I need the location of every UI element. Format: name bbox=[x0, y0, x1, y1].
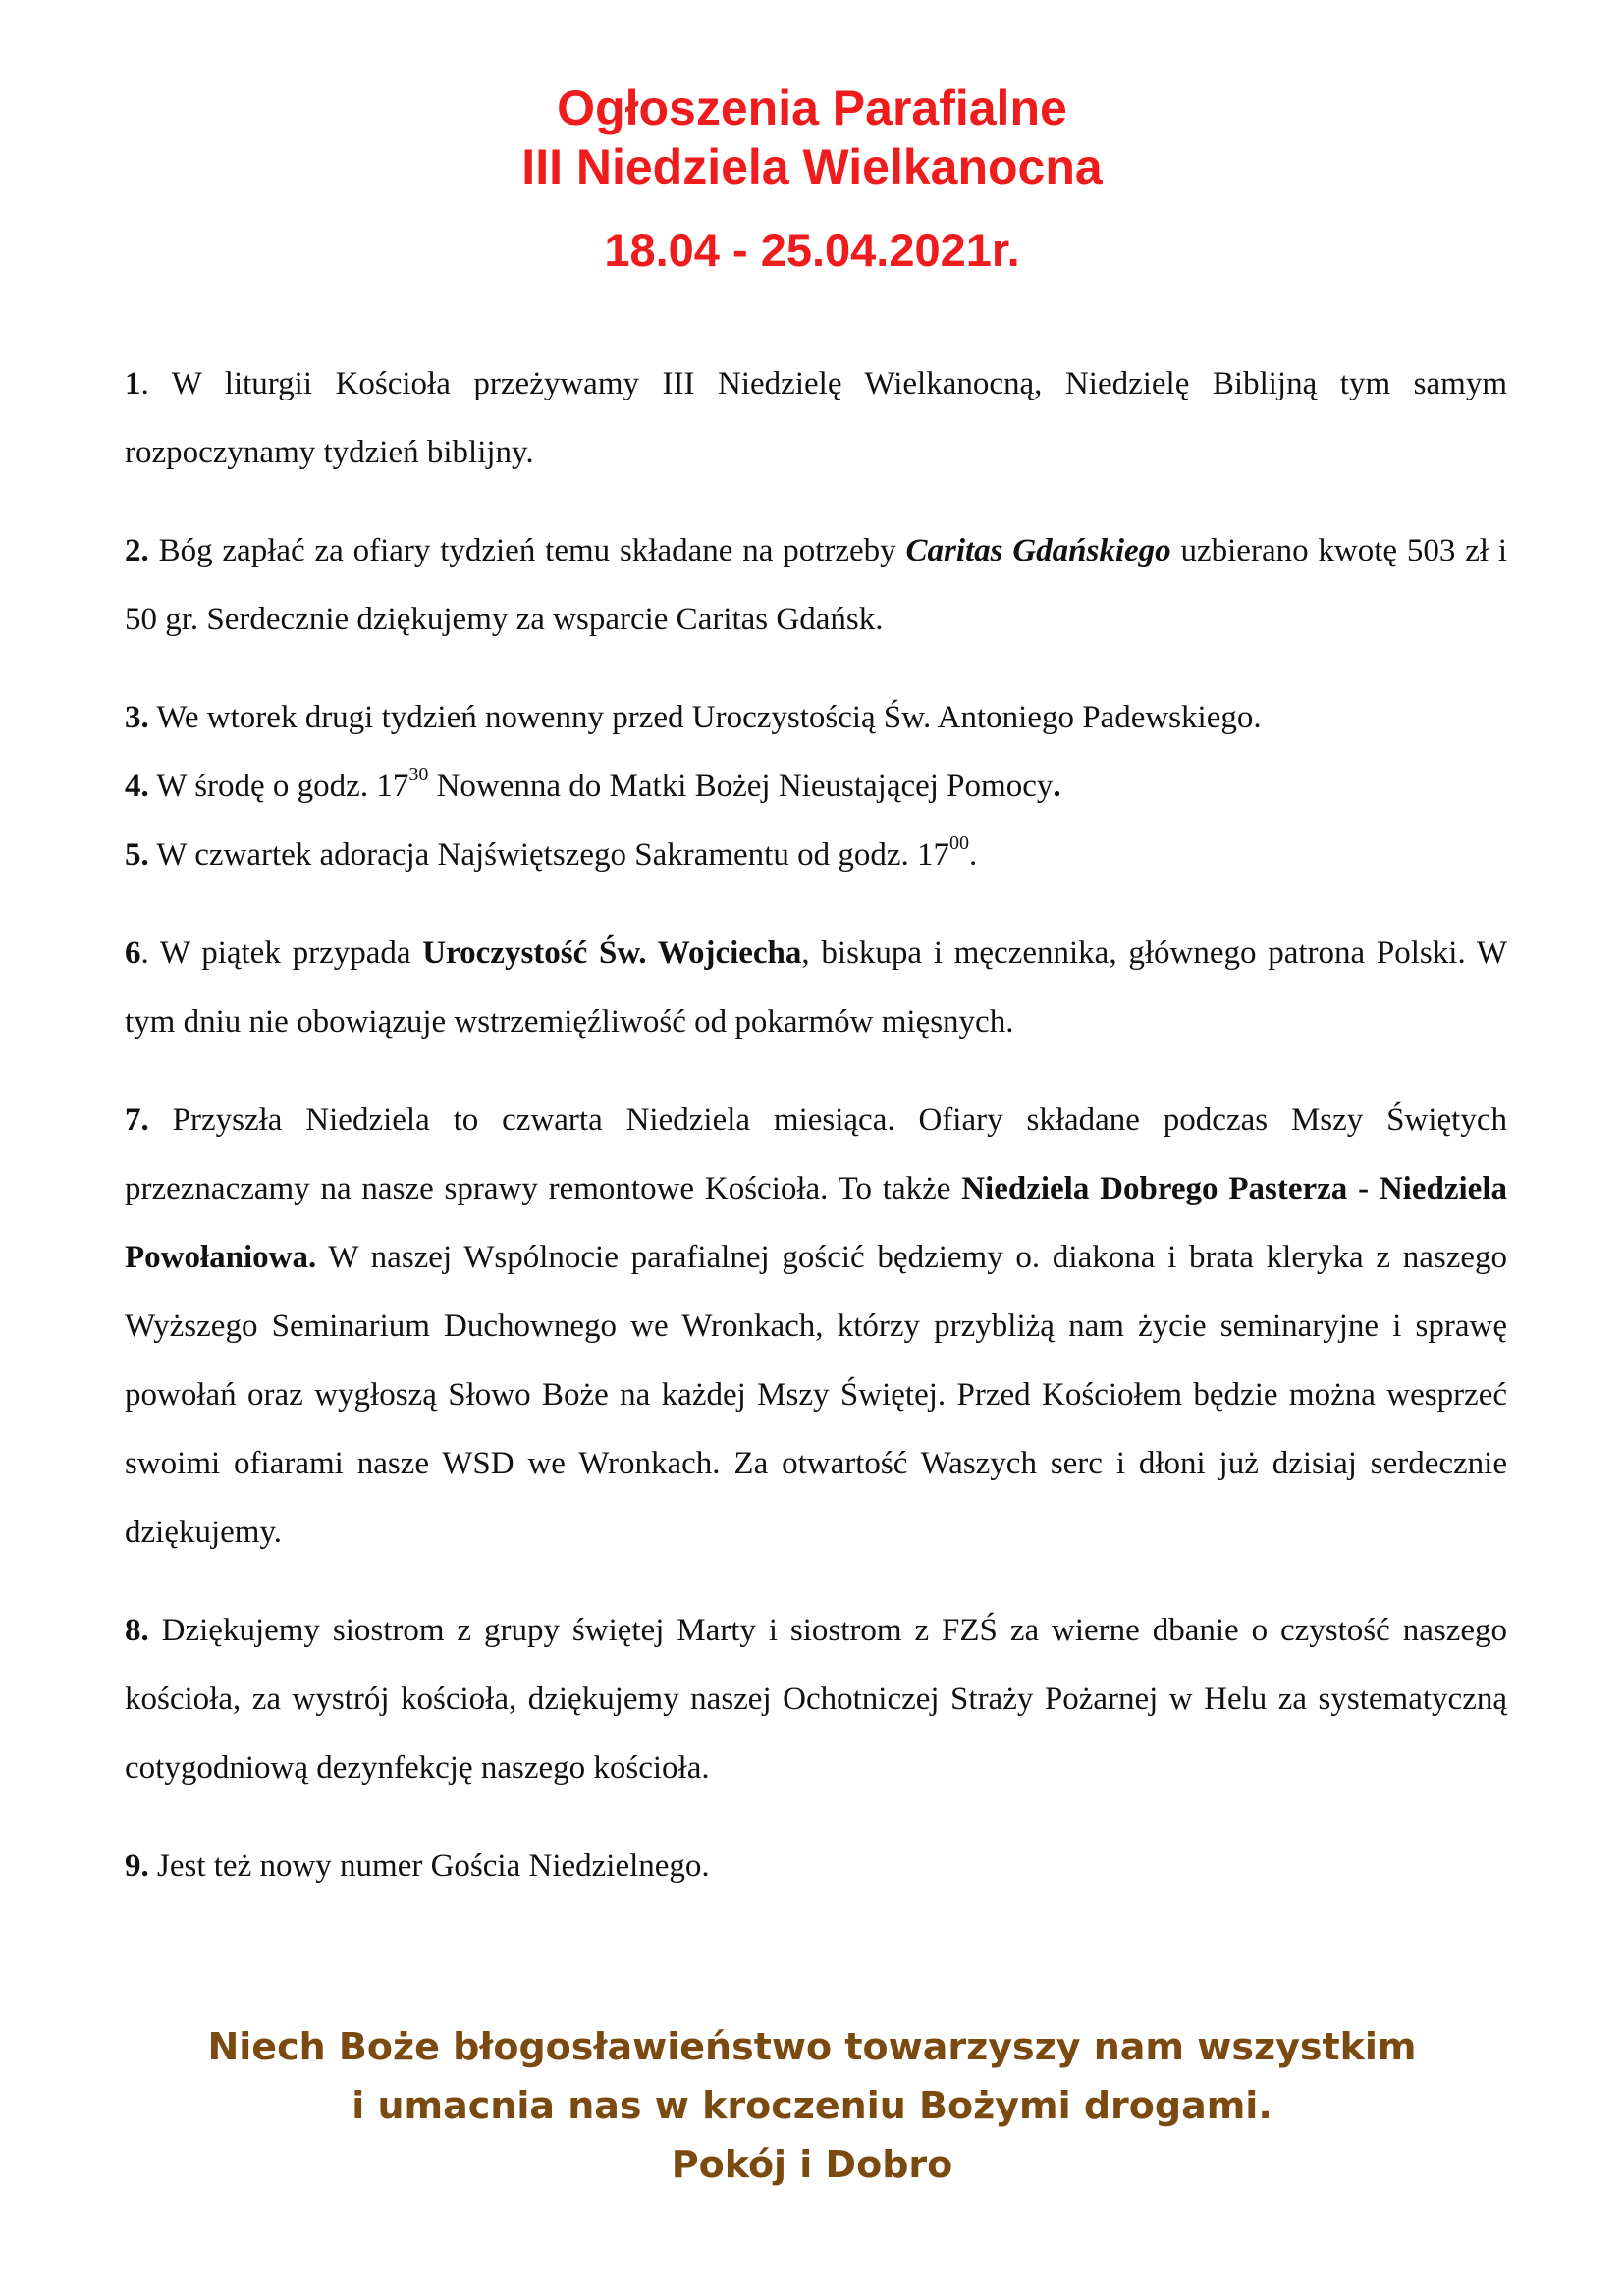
item-text: W czwartek adoracja Najświętszego Sakramentu od godz. 17 bbox=[148, 837, 949, 873]
item-text: . W piątek przypada bbox=[140, 935, 423, 971]
item-text: Dziękujemy siostrom z grupy świętej Marty i siostrom z FZŚ za wierne dbanie o czystość naszego kościoła, za wystrój kościoła, dziękujemy naszej Ochotniczej Straży Pożarnej w Helu za systematyczną cotygodniową dezynfekcję naszego kościoła. bbox=[125, 1613, 1507, 1786]
item-number: 2. bbox=[125, 533, 149, 568]
item-text: Nowenna do Matki Bożej Nieustającej Pomocy bbox=[428, 769, 1054, 804]
item-emphasis: Niedziela Dobrego Pasterza - Niedziela Powołaniowa. bbox=[125, 1171, 1507, 1275]
item-text: W środę o godz. 17 bbox=[148, 769, 409, 804]
announcement-item-6 bbox=[125, 919, 1507, 1056]
item-text: W naszej Wspólnocie parafialnej gościć będziemy o. diakona i brata kleryka z naszego Wyższego Seminarium Duchownego we Wronkach, którzy przybliżą nam życie seminaryjne i sprawę powołań oraz wygłoszą Słowo Boże na każdej Mszy Świętej. Przed Kościołem będzie można wesprzeć swoimi ofiarami nasze WSD we Wronkach. Za otwartość Waszych serc i dłoni już dzisiaj serdecznie dziękujemy. bbox=[125, 1240, 1507, 1550]
blessing-line-2: i umacnia nas w kroczeniu Bożymi drogami. bbox=[352, 2084, 1272, 2127]
item-text: We wtorek drugi tydzień nowenny przed Uroczystością Św. Antoniego Padewskiego. bbox=[148, 700, 1262, 735]
item-text: . bbox=[969, 837, 978, 873]
item-number: 7. bbox=[125, 1102, 149, 1138]
item-number: 5. bbox=[125, 837, 149, 873]
item-text: Bóg zapłać za ofiary tydzień temu składane na potrzeby bbox=[148, 533, 906, 568]
blessing-line-3: Pokój i Dobro bbox=[671, 2143, 953, 2186]
item-number: 6 bbox=[125, 935, 141, 971]
item-number: 1 bbox=[125, 366, 141, 401]
announcements-list bbox=[125, 349, 1507, 1900]
item-text: Przyszła Niedziela to czwarta Niedziela miesiąca. Ofiary składane podczas Mszy Świętych przeznaczamy na nasze sprawy remontowe Kościoła. To także bbox=[125, 1102, 1507, 1206]
page-subtitle: III Niedziela Wielkanocna bbox=[521, 139, 1103, 194]
item-number: 8. bbox=[125, 1613, 149, 1648]
item-emphasis: Uroczystość Św. Wojciecha bbox=[422, 935, 802, 971]
page-header bbox=[0, 79, 1624, 280]
time-superscript: 30 bbox=[408, 764, 429, 785]
blessing-line-1: Niech Boże błogosławieństwo towarzyszy nam wszystkim bbox=[207, 2025, 1417, 2068]
item-text: Jest też nowy numer Gościa Niedzielnego. bbox=[148, 1848, 710, 1884]
item-text: . W liturgii Kościoła przeżywamy III Niedzielę Wielkanocną, Niedzielę Biblijną tym samym rozpoczynamy tydzień biblijny. bbox=[125, 366, 1507, 470]
announcement-item-1 bbox=[125, 349, 1507, 487]
page-title: Ogłoszenia Parafialne bbox=[557, 80, 1067, 135]
item-number: 3. bbox=[125, 700, 149, 735]
announcement-item-3 bbox=[125, 683, 1507, 752]
item-emphasis: Caritas Gdańskiego bbox=[905, 533, 1171, 568]
item-text: , biskupa i męczennika, głównego patrona Polski. W tym dniu nie obowiązuje wstrzemięźliwość od pokarmów mięsnych. bbox=[125, 935, 1507, 1040]
item-end-mark: . bbox=[1053, 769, 1061, 804]
announcement-item-5 bbox=[125, 821, 1507, 889]
item-text: uzbierano kwotę 503 zł i 50 gr. Serdecznie dziękujemy za wsparcie Caritas Gdańsk. bbox=[125, 533, 1507, 637]
announcement-item-9 bbox=[125, 1832, 1507, 1900]
item-number: 9. bbox=[125, 1848, 149, 1884]
announcement-item-7 bbox=[125, 1086, 1507, 1567]
announcement-item-4 bbox=[125, 752, 1507, 821]
announcement-item-8 bbox=[125, 1596, 1507, 1802]
time-superscript: 00 bbox=[949, 832, 969, 854]
item-number: 4. bbox=[125, 769, 149, 804]
date-range: 18.04 - 25.04.2021r. bbox=[604, 224, 1020, 276]
announcement-item-2 bbox=[125, 516, 1507, 654]
blessing-footer bbox=[0, 2017, 1624, 2194]
